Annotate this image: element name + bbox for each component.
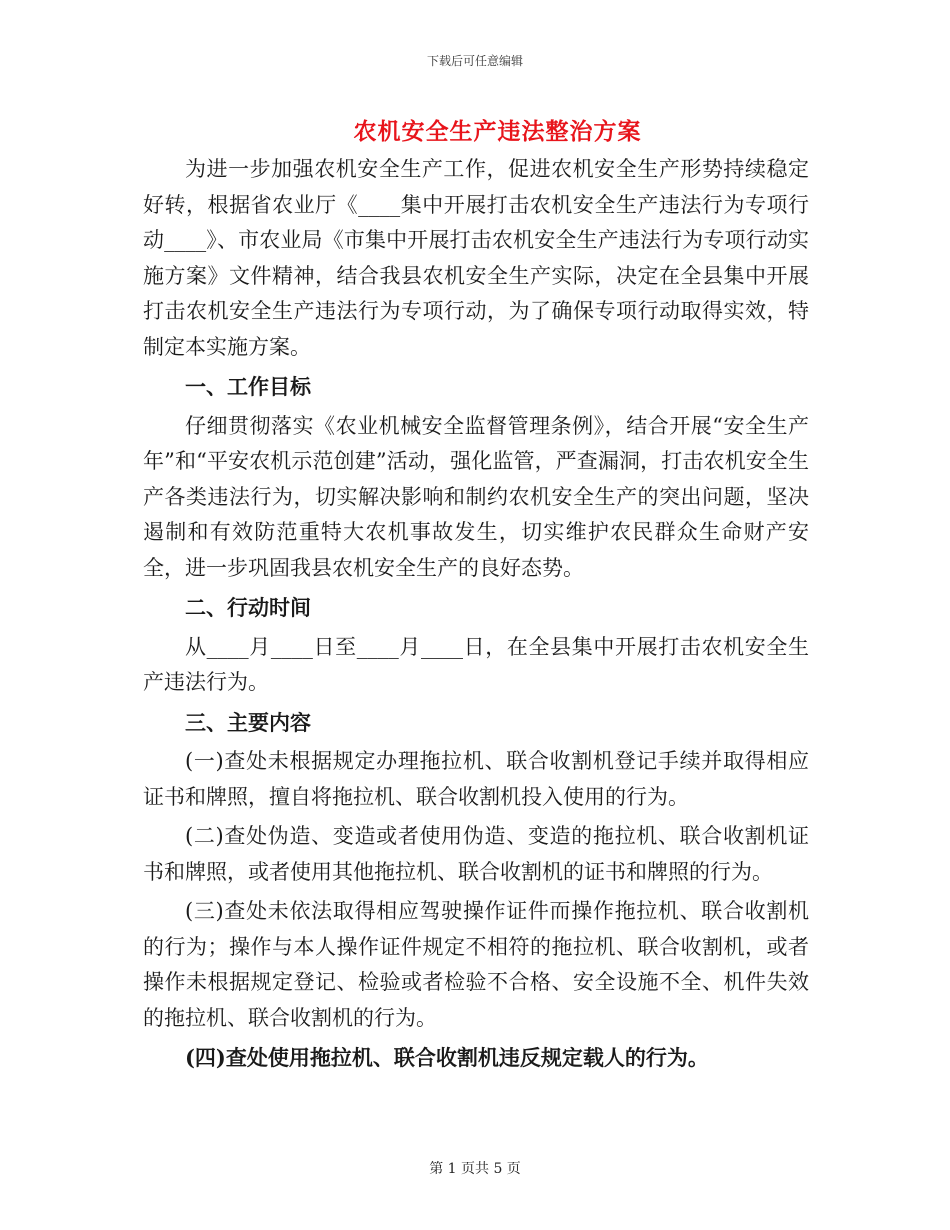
section-heading-time: 二、行动时间 — [185, 595, 311, 620]
section-heading-goals: 一、工作目标 — [185, 374, 311, 399]
intro-paragraph: 为进一步加强农机安全生产工作，促进农机安全生产形势持续稳定好转，根据省农业厅《____集中开展打击农机安全生产违法行为专项行动____》、市农业局《市集中开展打击农机安全生产违法行为专项行动实施方案》文件精神，结合我县农机安全生产实际，决定在全县集中开展打击农机安全生产违法行为专项行动，为了确保专项行动取得实效，特制定本实施方案。 — [143, 157, 809, 359]
header-note: 下载后可任意编辑 — [426, 54, 523, 68]
time-paragraph: 从____月____日至____月____日，在全县集中开展打击农机安全生产违法行为。 — [143, 634, 809, 694]
document-title: 农机安全生产违法整治方案 — [353, 118, 642, 145]
page-number: 第 1 页共 5 页 — [429, 1161, 521, 1177]
section-heading-content: 三、主要内容 — [185, 709, 311, 735]
content-item-2: (二)查处伪造、变造或者使用伪造、变造的拖拉机、联合收割机证书和牌照，或者使用其他拖拉机、联合收割机的证书和牌照的行为。 — [143, 824, 809, 884]
document-body — [143, 152, 809, 1076]
content-item-3: (三)查处未依法取得相应驾驶操作证件而操作拖拉机、联合收割机的行为；操作与本人操作证件规定不相符的拖拉机、联合收割机，或者操作未根据规定登记、检验或者检验不合格、安全设施不全、机件失效的拖拉机、联合收割机的行为。 — [143, 899, 809, 1030]
goals-paragraph: 仔细贯彻落实《农业机械安全监督管理条例》，结合开展“安全生产年”和“平安农机示范创建”活动，强化监管，严查漏洞，打击农机安全生产各类违法行为，切实解决影响和制约农机安全生产的突出问题，坚决遏制和有效防范重特大农机事故发生，切实维护农民群众生命财产安全，进一步巩固我县农机安全生产的良好态势。 — [143, 413, 809, 580]
content-item-1: (一)查处未根据规定办理拖拉机、联合收割机登记手续并取得相应证书和牌照，擅自将拖拉机、联合收割机投入使用的行为。 — [143, 749, 809, 809]
content-item-4: (四)查处使用拖拉机、联合收割机违反规定载人的行为。 — [185, 1045, 709, 1070]
